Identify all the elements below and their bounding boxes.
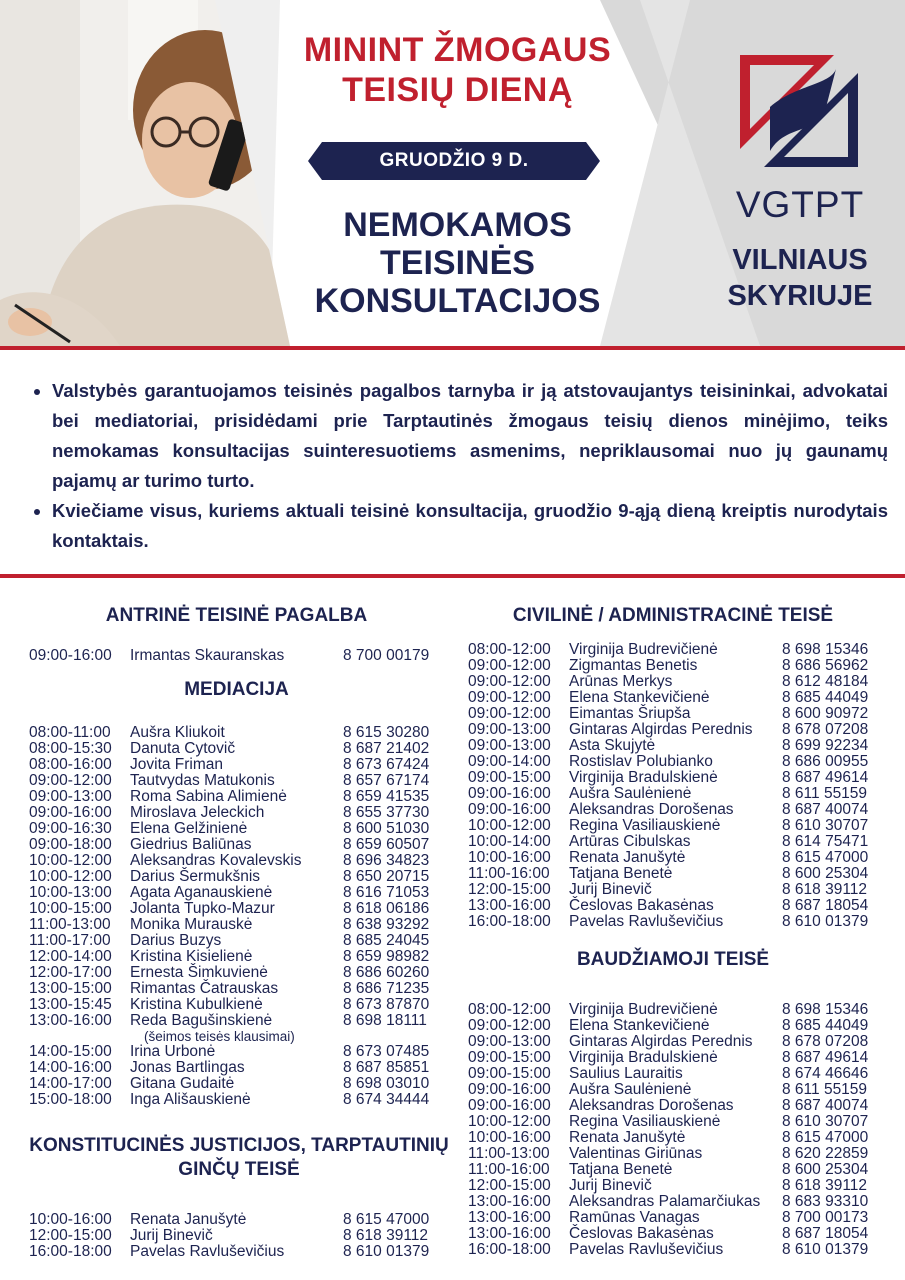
consultant-name: Renata Janušytė bbox=[569, 1129, 686, 1146]
consultant-name: Tatjana Benetė bbox=[569, 865, 673, 882]
consultant-name: Virginija Budrevičienė bbox=[569, 1001, 718, 1018]
phone-number: 8 600 51030 bbox=[343, 820, 430, 837]
phone-number: 8 655 37730 bbox=[343, 804, 430, 821]
phone-number: 8 659 98982 bbox=[343, 948, 430, 965]
schedule-row bbox=[468, 786, 878, 802]
consultant-name: Kristina Kisielienė bbox=[130, 948, 253, 965]
schedule-row bbox=[29, 997, 444, 1013]
phone-number: 8 616 71053 bbox=[343, 884, 430, 901]
consultant-name: Aleksandras Dorošenas bbox=[569, 1097, 734, 1114]
schedule-row bbox=[468, 802, 878, 818]
phone-number: 8 685 24045 bbox=[343, 932, 430, 949]
intro-paragraph-1: • Valstybės garantuojamos teisinės pagalbos tarnyba ir ją atstovaujantys teisininkai, advokatai bei mediatoriai, prisidėdami prie Tarptautinės žmogaus teisių dienos minėjimo, teiks nemokamas konsultacijas suinteresuotiems asmenims, nepriklausomai nuo jų gaunamų pajamų ar turimo turto. bbox=[52, 376, 888, 496]
schedule-row bbox=[468, 1002, 878, 1018]
schedule-row bbox=[468, 706, 878, 722]
intro-text bbox=[26, 376, 888, 556]
phone-number: 8 650 20715 bbox=[343, 868, 430, 885]
time-slot: 10:00-16:00 bbox=[29, 1211, 112, 1228]
time-slot: 09:00-12:00 bbox=[468, 705, 551, 722]
time-slot: 09:00-16:00 bbox=[468, 801, 551, 818]
phone-number: 8 673 07485 bbox=[343, 1043, 430, 1060]
schedule-row bbox=[29, 648, 444, 664]
schedule-row bbox=[29, 1092, 444, 1108]
schedule-row bbox=[468, 1242, 878, 1258]
phone-number: 8 678 07208 bbox=[782, 1033, 869, 1050]
phone-number: 8 611 55159 bbox=[782, 785, 868, 802]
consultant-name: Pavelas Ravluševičius bbox=[130, 1243, 285, 1260]
phone-number: 8 698 15346 bbox=[782, 1001, 869, 1018]
consultant-name: Tatjana Benetė bbox=[569, 1161, 673, 1178]
top-divider bbox=[0, 346, 905, 350]
consultant-name: Zigmantas Benetis bbox=[569, 657, 698, 674]
phone-number: 8 699 92234 bbox=[782, 737, 869, 754]
consultant-name: Roma Sabina Alimienė bbox=[130, 788, 287, 805]
mediacija-list bbox=[29, 725, 444, 1108]
phone-number: 8 659 41535 bbox=[343, 788, 430, 805]
consultant-name: Rostislav Polubianko bbox=[569, 753, 713, 770]
schedule-row bbox=[468, 1162, 878, 1178]
schedule-row bbox=[468, 882, 878, 898]
intro-list bbox=[26, 376, 888, 556]
time-slot: 13:00-16:00 bbox=[29, 1012, 112, 1029]
phone-number: 8 600 90972 bbox=[782, 705, 869, 722]
consultant-name: Monika Murauskė bbox=[130, 916, 253, 933]
consultant-name: Pavelas Ravluševičius bbox=[569, 1241, 724, 1258]
time-slot: 12:00-14:00 bbox=[29, 948, 112, 965]
header-banner bbox=[0, 0, 905, 346]
time-slot: 13:00-15:45 bbox=[29, 996, 112, 1013]
schedule-row bbox=[468, 1210, 878, 1226]
schedule-row bbox=[468, 1146, 878, 1162]
time-slot: 11:00-16:00 bbox=[468, 1161, 550, 1178]
phone-number: 8 698 18111 bbox=[343, 1012, 427, 1029]
time-slot: 13:00-16:00 bbox=[468, 1193, 551, 1210]
consultant-name: Jolanta Tupko-Mazur bbox=[130, 900, 275, 917]
time-slot: 14:00-15:00 bbox=[29, 1043, 112, 1060]
phone-number: 8 614 75471 bbox=[782, 833, 869, 850]
section-title-mediacija: MEDIACIJA bbox=[184, 679, 289, 700]
phone-number: 8 615 47000 bbox=[343, 1211, 430, 1228]
civiline-list bbox=[468, 642, 878, 930]
org-abbreviation: VGTPT bbox=[735, 184, 865, 225]
consultant-name: Jurij Binevič bbox=[130, 1227, 213, 1244]
schedule-row bbox=[29, 1228, 444, 1244]
consultant-name: Jonas Bartlingas bbox=[130, 1059, 245, 1076]
consultant-name: Miroslava Jeleckich bbox=[130, 804, 265, 821]
phone-number: 8 610 30707 bbox=[782, 1113, 869, 1130]
phone-number: 8 698 03010 bbox=[343, 1075, 430, 1092]
phone-number: 8 618 39112 bbox=[782, 881, 868, 898]
schedule-row bbox=[29, 741, 444, 757]
org-branch bbox=[690, 242, 905, 314]
phone-number: 8 615 47000 bbox=[782, 849, 869, 866]
time-slot: 14:00-17:00 bbox=[29, 1075, 112, 1092]
time-slot: 13:00-16:00 bbox=[468, 1225, 551, 1242]
consultant-name: Česlovas Bakasėnas bbox=[569, 1225, 714, 1242]
phone-number: 8 674 46646 bbox=[782, 1065, 869, 1082]
time-slot: 09:00-13:00 bbox=[468, 721, 551, 738]
consultant-name: Virginija Bradulskienė bbox=[569, 769, 718, 786]
time-slot: 13:00-15:00 bbox=[29, 980, 112, 997]
consultant-name: Artūras Cibulskas bbox=[569, 833, 691, 850]
time-slot: 08:00-12:00 bbox=[468, 1001, 551, 1018]
schedule-row bbox=[29, 933, 444, 949]
consultant-name: Elena Gelžinienė bbox=[130, 820, 248, 837]
schedule-row bbox=[29, 725, 444, 741]
schedule-row bbox=[29, 1044, 444, 1060]
time-slot: 09:00-16:30 bbox=[29, 820, 112, 837]
event-title-line-1: MININT ŽMOGAUS bbox=[303, 31, 612, 69]
schedule-row bbox=[29, 1060, 444, 1076]
time-slot: 16:00-18:00 bbox=[29, 1243, 112, 1260]
phone-number: 8 678 07208 bbox=[782, 721, 869, 738]
schedule-row bbox=[468, 834, 878, 850]
schedule-row bbox=[29, 1244, 444, 1260]
phone-number: 8 686 71235 bbox=[343, 980, 430, 997]
phone-number: 8 610 01379 bbox=[782, 1241, 869, 1258]
consultant-name: Aušra Kliukoit bbox=[130, 724, 225, 741]
phone-number: 8 618 06186 bbox=[343, 900, 430, 917]
phone-number: 8 687 21402 bbox=[343, 740, 430, 757]
phone-number: 8 683 93310 bbox=[782, 1193, 869, 1210]
time-slot: 10:00-12:00 bbox=[468, 1113, 551, 1130]
section-title-civiline: CIVILINĖ / ADMINISTRACINĖ TEISĖ bbox=[512, 605, 834, 626]
consultant-name: Aušra Saulėnienė bbox=[569, 1081, 692, 1098]
time-slot: 09:00-14:00 bbox=[468, 753, 551, 770]
right-column bbox=[468, 604, 878, 1258]
time-slot: 11:00-16:00 bbox=[468, 865, 550, 882]
phone-number: 8 687 85851 bbox=[343, 1059, 430, 1076]
time-slot: 09:00-13:00 bbox=[468, 1033, 551, 1050]
consultant-name: Gitana Gudaitė bbox=[130, 1075, 235, 1092]
main-title-line-3: KONSULTACIJOS bbox=[314, 282, 601, 320]
schedule-row bbox=[468, 1178, 878, 1194]
time-slot: 08:00-15:30 bbox=[29, 740, 112, 757]
time-slot: 10:00-15:00 bbox=[29, 900, 112, 917]
main-title-line-1: NEMOKAMOS bbox=[343, 206, 572, 244]
time-slot: 09:00-16:00 bbox=[29, 804, 112, 821]
consultant-name: Jurij Binevič bbox=[569, 881, 652, 898]
time-slot: 09:00-12:00 bbox=[468, 657, 551, 674]
time-slot: 11:00-13:00 bbox=[468, 1145, 550, 1162]
konstitucines-list bbox=[29, 1212, 444, 1260]
consultant-name: Eimantas Šriupša bbox=[569, 705, 691, 722]
phone-number: 8 673 87870 bbox=[343, 996, 430, 1013]
main-title bbox=[280, 206, 635, 320]
consultant-name: Virginija Budrevičienė bbox=[569, 641, 718, 658]
intro-paragraph-2: • Kviečiame visus, kuriems aktuali teisinė konsultacija, gruodžio 9-ąją dieną kreiptis nurodytais kontaktais. bbox=[52, 496, 888, 556]
phone-number: 8 696 34823 bbox=[343, 852, 430, 869]
phone-number: 8 618 39112 bbox=[343, 1227, 429, 1244]
consultant-name: Pavelas Ravluševičius bbox=[569, 913, 724, 930]
left-column bbox=[29, 604, 449, 1260]
phone-number: 8 687 18054 bbox=[782, 897, 869, 914]
phone-number: 8 686 60260 bbox=[343, 964, 430, 981]
schedule-row bbox=[29, 757, 444, 773]
time-slot: 12:00-15:00 bbox=[468, 1177, 551, 1194]
consultant-name: Aleksandras Dorošenas bbox=[569, 801, 734, 818]
schedule-row bbox=[468, 1034, 878, 1050]
consultant-name: Asta Skujytė bbox=[569, 737, 656, 754]
time-slot: 13:00-16:00 bbox=[468, 1209, 551, 1226]
schedule-row bbox=[468, 722, 878, 738]
consultant-name: Reda Bagušinskienė bbox=[130, 1012, 273, 1029]
consultant-name: Gintaras Algirdas Perednis bbox=[569, 1033, 753, 1050]
schedule-row bbox=[468, 1130, 878, 1146]
time-slot: 12:00-15:00 bbox=[29, 1227, 112, 1244]
schedule-row bbox=[468, 1194, 878, 1210]
consultant-name: Inga Ališauskienė bbox=[130, 1091, 251, 1108]
org-branch-line-1: VILNIAUS bbox=[732, 244, 868, 276]
schedule-row bbox=[29, 917, 444, 933]
consultant-name: Giedrius Baliūnas bbox=[130, 836, 252, 853]
consultant-name: Darius Šermukšnis bbox=[130, 868, 261, 885]
consultant-name: Rimantas Čatrauskas bbox=[130, 980, 279, 997]
phone-number: 8 610 01379 bbox=[782, 913, 869, 930]
phone-number: 8 618 39112 bbox=[782, 1177, 868, 1194]
phone-number: 8 615 30280 bbox=[343, 724, 430, 741]
consultant-name: Renata Janušytė bbox=[569, 849, 686, 866]
schedule-row bbox=[468, 1050, 878, 1066]
phone-number: 8 687 49614 bbox=[782, 769, 869, 786]
time-slot: 10:00-12:00 bbox=[29, 852, 112, 869]
time-slot: 12:00-15:00 bbox=[468, 881, 551, 898]
phone-number: 8 700 00179 bbox=[343, 647, 430, 664]
phone-number: 8 687 49614 bbox=[782, 1049, 869, 1066]
time-slot: 09:00-12:00 bbox=[29, 772, 112, 789]
event-title-line-2: TEISIŲ DIENĄ bbox=[342, 71, 573, 109]
phone-number: 8 685 44049 bbox=[782, 689, 869, 706]
schedule-row bbox=[468, 658, 878, 674]
time-slot: 10:00-14:00 bbox=[468, 833, 551, 850]
schedule-row bbox=[468, 738, 878, 754]
consultant-name: Tautvydas Matukonis bbox=[130, 772, 275, 789]
time-slot: 09:00-18:00 bbox=[29, 836, 112, 853]
consultant-name: Ernesta Šimkuvienė bbox=[130, 964, 268, 981]
time-slot: 09:00-16:00 bbox=[29, 647, 112, 664]
time-slot: 11:00-17:00 bbox=[29, 932, 111, 949]
event-date: GRUODŽIO 9 D. bbox=[379, 150, 529, 171]
consultant-name: Renata Janušytė bbox=[130, 1211, 247, 1228]
consultant-name: Irmantas Skauranskas bbox=[130, 647, 285, 664]
time-slot: 09:00-12:00 bbox=[468, 673, 551, 690]
consultant-name: Darius Buzys bbox=[130, 932, 222, 949]
consultant-name: Arūnas Merkys bbox=[569, 673, 673, 690]
schedule-row bbox=[29, 901, 444, 917]
time-slot: 08:00-11:00 bbox=[29, 724, 111, 741]
time-slot: 10:00-13:00 bbox=[29, 884, 112, 901]
schedule-row bbox=[29, 981, 444, 997]
phone-number: 8 611 55159 bbox=[782, 1081, 868, 1098]
phone-number: 8 687 18054 bbox=[782, 1225, 869, 1242]
consultant-name: Jurij Binevič bbox=[569, 1177, 652, 1194]
schedule-row bbox=[29, 1076, 444, 1092]
schedule-row bbox=[29, 805, 444, 821]
consultant-name: Aušra Saulėnienė bbox=[569, 785, 692, 802]
schedule-row bbox=[468, 898, 878, 914]
schedule-row bbox=[29, 869, 444, 885]
phone-number: 8 687 40074 bbox=[782, 1097, 869, 1114]
schedule-row bbox=[29, 837, 444, 853]
consultant-name: Aleksandras Kovalevskis bbox=[130, 852, 302, 869]
schedule-row bbox=[468, 674, 878, 690]
phone-number: 8 687 40074 bbox=[782, 801, 869, 818]
schedule-row bbox=[29, 853, 444, 869]
consultant-name: Regina Vasiliauskienė bbox=[569, 1113, 721, 1130]
phone-number: 8 686 00955 bbox=[782, 753, 869, 770]
phone-number: 8 615 47000 bbox=[782, 1129, 869, 1146]
phone-number: 8 698 15346 bbox=[782, 641, 869, 658]
schedule-row bbox=[29, 1013, 444, 1029]
time-slot: 10:00-16:00 bbox=[468, 849, 551, 866]
phone-number: 8 674 34444 bbox=[343, 1091, 430, 1108]
phone-number: 8 612 48184 bbox=[782, 673, 869, 690]
consultant-name: Valentinas Giriūnas bbox=[569, 1145, 703, 1162]
schedule-row bbox=[29, 789, 444, 805]
time-slot: 09:00-16:00 bbox=[468, 785, 551, 802]
phone-number: 8 600 25304 bbox=[782, 1161, 869, 1178]
time-slot: 10:00-12:00 bbox=[29, 868, 112, 885]
consultant-name: Virginija Bradulskienė bbox=[569, 1049, 718, 1066]
schedule-row bbox=[468, 818, 878, 834]
baudziamoji-list bbox=[468, 1002, 878, 1258]
phone-number: 8 685 44049 bbox=[782, 1017, 869, 1034]
phone-number: 8 659 60507 bbox=[343, 836, 430, 853]
time-slot: 08:00-16:00 bbox=[29, 756, 112, 773]
schedule-row bbox=[468, 642, 878, 658]
phone-number: 8 610 01379 bbox=[343, 1243, 430, 1260]
antrine-list bbox=[29, 648, 444, 664]
time-slot: 09:00-13:00 bbox=[29, 788, 112, 805]
section-title-baudziamoji: BAUDŽIAMOJI TEISĖ bbox=[576, 949, 770, 970]
schedule-row bbox=[29, 1212, 444, 1228]
schedule-row bbox=[29, 821, 444, 837]
time-slot: 09:00-13:00 bbox=[468, 737, 551, 754]
phone-number: 8 600 25304 bbox=[782, 865, 869, 882]
middle-divider bbox=[0, 574, 905, 578]
consultant-name: Saulius Lauraitis bbox=[569, 1065, 683, 1082]
schedule-row bbox=[468, 1114, 878, 1130]
consultant-name: Elena Stankevičienė bbox=[569, 689, 710, 706]
phone-number: 8 610 30707 bbox=[782, 817, 869, 834]
time-slot: 09:00-15:00 bbox=[468, 1049, 551, 1066]
time-slot: 09:00-15:00 bbox=[468, 769, 551, 786]
schedule-row bbox=[468, 914, 878, 930]
schedule-row bbox=[468, 770, 878, 786]
phone-number: 8 686 56962 bbox=[782, 657, 869, 674]
schedule-row bbox=[468, 850, 878, 866]
time-slot: 14:00-16:00 bbox=[29, 1059, 112, 1076]
consultant-name: Česlovas Bakasėnas bbox=[569, 897, 714, 914]
schedule-row bbox=[468, 1066, 878, 1082]
schedule-row bbox=[29, 965, 444, 981]
schedule-row bbox=[468, 690, 878, 706]
time-slot: 16:00-18:00 bbox=[468, 1241, 551, 1258]
time-slot: 09:00-15:00 bbox=[468, 1065, 551, 1082]
time-slot: 08:00-12:00 bbox=[468, 641, 551, 658]
schedule-row bbox=[29, 949, 444, 965]
consultant-name: Danuta Cytovič bbox=[130, 740, 236, 757]
consultant-name: Irina Urbonė bbox=[130, 1043, 216, 1060]
row-note: (šeimos teisės klausimai) bbox=[144, 1029, 295, 1044]
section-title-konstitucines: KONSTITUCINĖS JUSTICIJOS, TARPTAUTINIŲ GINČŲ TEISĖ bbox=[29, 1135, 449, 1180]
woman-on-phone-photo bbox=[0, 0, 290, 346]
consultant-name: Kristina Kubulkienė bbox=[130, 996, 263, 1013]
time-slot: 15:00-18:00 bbox=[29, 1091, 112, 1108]
phone-number: 8 673 67424 bbox=[343, 756, 430, 773]
event-title bbox=[290, 30, 625, 110]
phone-number: 8 638 93292 bbox=[343, 916, 430, 933]
time-slot: 13:00-16:00 bbox=[468, 897, 551, 914]
time-slot: 10:00-12:00 bbox=[468, 817, 551, 834]
schedule-row bbox=[468, 1082, 878, 1098]
time-slot: 09:00-12:00 bbox=[468, 1017, 551, 1034]
time-slot: 12:00-17:00 bbox=[29, 964, 112, 981]
phone-number: 8 700 00173 bbox=[782, 1209, 869, 1226]
time-slot: 11:00-13:00 bbox=[29, 916, 111, 933]
consultant-name: Gintaras Algirdas Perednis bbox=[569, 721, 753, 738]
consultant-name: Ramūnas Vanagas bbox=[569, 1209, 700, 1226]
schedule-row bbox=[468, 1018, 878, 1034]
schedule-row bbox=[468, 866, 878, 882]
main-title-line-2: TEISINĖS bbox=[380, 244, 535, 282]
schedule-row bbox=[29, 773, 444, 789]
time-slot: 09:00-16:00 bbox=[468, 1081, 551, 1098]
consultant-name: Regina Vasiliauskienė bbox=[569, 817, 721, 834]
phone-number: 8 657 67174 bbox=[343, 772, 430, 789]
phone-number: 8 620 22859 bbox=[782, 1145, 869, 1162]
consultant-name: Agata Aganauskienė bbox=[130, 884, 273, 901]
consultant-name: Aleksandras Palamarčiukas bbox=[569, 1193, 761, 1210]
schedule-row bbox=[468, 1226, 878, 1242]
time-slot: 09:00-16:00 bbox=[468, 1097, 551, 1114]
schedule-row bbox=[29, 885, 444, 901]
schedule-row bbox=[468, 1098, 878, 1114]
section-title-antrine: ANTRINĖ TEISINĖ PAGALBA bbox=[105, 605, 368, 626]
time-slot: 16:00-18:00 bbox=[468, 913, 551, 930]
time-slot: 09:00-12:00 bbox=[468, 689, 551, 706]
consultant-name: Elena Stankevičienė bbox=[569, 1017, 710, 1034]
time-slot: 10:00-16:00 bbox=[468, 1129, 551, 1146]
schedule-row bbox=[468, 754, 878, 770]
consultant-name: Jovita Friman bbox=[130, 756, 224, 773]
org-branch-line-2: SKYRIUJE bbox=[727, 280, 873, 312]
vgtpt-logo-icon bbox=[740, 55, 858, 167]
